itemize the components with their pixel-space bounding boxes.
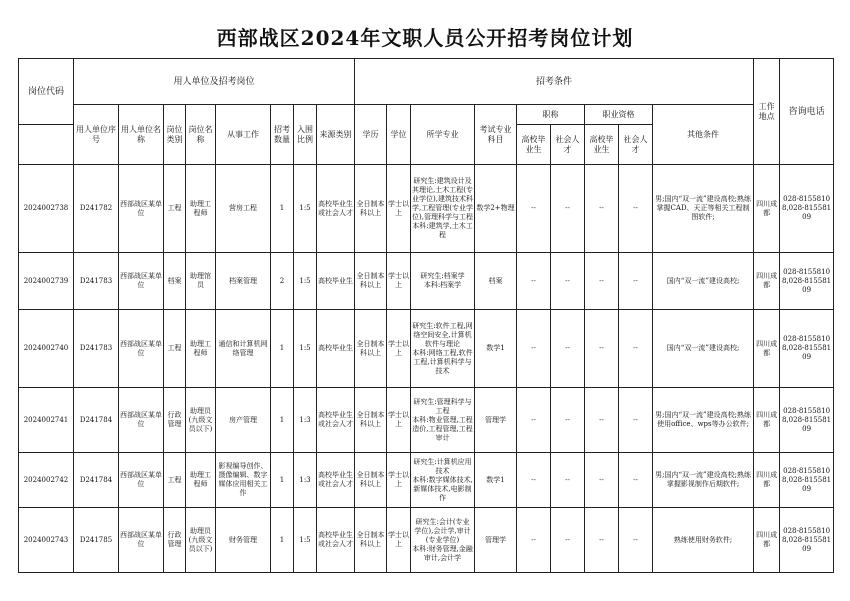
- row-unit-no: D241783: [74, 253, 119, 310]
- row-degree: 学士以上: [387, 453, 411, 508]
- row-ratio: 1:3: [294, 453, 317, 508]
- row-unit-name: 西部战区某单位: [119, 388, 164, 453]
- row-ratio: 1:3: [294, 388, 317, 453]
- row-code: 2024002740: [19, 310, 74, 388]
- row-title-social: --: [551, 310, 585, 388]
- row-unit-name: 西部战区某单位: [119, 310, 164, 388]
- header-unit-group: 用人单位及招考岗位: [74, 59, 355, 105]
- row-count: 1: [271, 165, 294, 253]
- header-phone: 咨询电话: [780, 59, 834, 165]
- row-exam: 档案: [475, 253, 517, 310]
- header-ratio: 入围比例: [294, 105, 317, 165]
- row-unit-no: D241783: [74, 310, 119, 388]
- header-qual-grad: 高校毕业生: [585, 125, 619, 165]
- row-title-grad: --: [517, 388, 551, 453]
- row-code: 2024002738: [19, 165, 74, 253]
- row-major: 研究生:会计(专业学位),会计学,审计(专业学位) 本科:财务管理,金融审计,会计学: [411, 508, 475, 573]
- row-unit-name: 西部战区某单位: [119, 508, 164, 573]
- header-title-grad: 高校毕业生: [517, 125, 551, 165]
- header-degree: 学位: [387, 105, 411, 165]
- row-source: 高校毕业生或社会人才: [317, 165, 355, 253]
- row-work: 影视编导创作、摄像编辑、数字媒体应用相关工作: [216, 453, 271, 508]
- header-major: 所学专业: [411, 105, 475, 165]
- row-major: 研究生:建筑设计及其理论,土木工程(专业学位),建筑技术科学,工程管理(专业学位),管理科学与工程 本科:建筑学,土木工程: [411, 165, 475, 253]
- row-qual-social: --: [619, 388, 653, 453]
- row-pos-type: 工程: [164, 310, 186, 388]
- row-phone: 028-81558108,028-81558109: [780, 508, 834, 573]
- row-ratio: 1:5: [294, 508, 317, 573]
- row-count: 1: [271, 310, 294, 388]
- row-edu: 全日制本科以上: [355, 388, 387, 453]
- header-pos-name: 岗位名称: [186, 105, 216, 165]
- header-work: 从事工作: [216, 105, 271, 165]
- row-degree: 学士以上: [387, 310, 411, 388]
- row-pos-name: 助理员(九级文员以下): [186, 508, 216, 573]
- row-degree: 学士以上: [387, 508, 411, 573]
- row-source: 高校毕业生: [317, 253, 355, 310]
- row-qual-social: --: [619, 253, 653, 310]
- row-workplace: 四川成都: [754, 165, 780, 253]
- row-work: 财务管理: [216, 508, 271, 573]
- row-title-social: --: [551, 165, 585, 253]
- row-pos-name: 助理馆员: [186, 253, 216, 310]
- row-qual-grad: --: [585, 310, 619, 388]
- row-code: 2024002743: [19, 508, 74, 573]
- row-qual-social: --: [619, 508, 653, 573]
- row-other: 熟练使用财务软件;: [653, 508, 754, 573]
- row-pos-type: 工程: [164, 453, 186, 508]
- row-title-grad: --: [517, 453, 551, 508]
- row-edu: 全日制本科以上: [355, 508, 387, 573]
- row-pos-type: 行政管理: [164, 388, 186, 453]
- recruitment-table: [18, 58, 834, 573]
- row-code: 2024002741: [19, 388, 74, 453]
- row-other: 男;国内“双一流”建设高校;熟练掌握影视制作后期软件;: [653, 453, 754, 508]
- row-count: 1: [271, 508, 294, 573]
- row-pos-name: 助理工程师: [186, 310, 216, 388]
- row-unit-no: D241784: [74, 388, 119, 453]
- row-exam: 数学2+物理: [475, 165, 517, 253]
- row-major: 研究生:计算机应用技术 本科:数字媒体技术,新媒体技术,电影制作: [411, 453, 475, 508]
- row-unit-no: D241784: [74, 453, 119, 508]
- row-work: 营房工程: [216, 165, 271, 253]
- row-exam: 管理学: [475, 508, 517, 573]
- row-pos-type: 工程: [164, 165, 186, 253]
- row-qual-grad: --: [585, 453, 619, 508]
- row-phone: 028-81558108,028-81558109: [780, 253, 834, 310]
- row-qual-grad: --: [585, 165, 619, 253]
- row-edu: 全日制本科以上: [355, 453, 387, 508]
- row-ratio: 1:5: [294, 253, 317, 310]
- row-title-social: --: [551, 253, 585, 310]
- table-body: [19, 165, 834, 573]
- row-code: 2024002739: [19, 253, 74, 310]
- row-edu: 全日制本科以上: [355, 253, 387, 310]
- header-title-group: 职称: [517, 105, 585, 125]
- row-pos-name: 助理员(九级文员以下): [186, 388, 216, 453]
- row-workplace: 四川成都: [754, 253, 780, 310]
- row-qual-social: --: [619, 310, 653, 388]
- row-unit-name: 西部战区某单位: [119, 165, 164, 253]
- row-title-grad: --: [517, 253, 551, 310]
- row-major: 研究生:档案学 本科:档案学: [411, 253, 475, 310]
- row-phone: 028-81558108,028-81558109: [780, 453, 834, 508]
- row-other: 男;国内“双一流”建设高校;熟练使用office、wps等办公软件;: [653, 388, 754, 453]
- row-title-grad: --: [517, 165, 551, 253]
- row-exam: 数学1: [475, 310, 517, 388]
- header-unit-name: 用人单位名称: [119, 105, 164, 165]
- header-qual-social: 社会人才: [619, 125, 653, 165]
- row-workplace: 四川成都: [754, 453, 780, 508]
- row-source: 高校毕业生或社会人才: [317, 388, 355, 453]
- row-qual-social: --: [619, 453, 653, 508]
- row-major: 研究生:管理科学与工程 本科:物业管理,工程造价,工程管理,工程审计: [411, 388, 475, 453]
- row-count: 1: [271, 388, 294, 453]
- header-qual-group: 职业资格: [585, 105, 653, 125]
- row-phone: 028-81558108,028-81558109: [780, 388, 834, 453]
- row-unit-name: 西部战区某单位: [119, 453, 164, 508]
- row-exam: 管理学: [475, 388, 517, 453]
- row-pos-name: 助理工程师: [186, 165, 216, 253]
- row-ratio: 1:5: [294, 310, 317, 388]
- row-qual-grad: --: [585, 253, 619, 310]
- row-work: 档案管理: [216, 253, 271, 310]
- row-title-grad: --: [517, 508, 551, 573]
- row-qual-grad: --: [585, 508, 619, 573]
- row-work: 通信和计算机网络管理: [216, 310, 271, 388]
- row-ratio: 1:5: [294, 165, 317, 253]
- header-exam: 考试专业科目: [475, 105, 517, 165]
- row-source: 高校毕业生: [317, 310, 355, 388]
- row-degree: 学士以上: [387, 165, 411, 253]
- row-qual-grad: --: [585, 388, 619, 453]
- row-title-social: --: [551, 388, 585, 453]
- header-workplace: 工作地点: [754, 59, 780, 165]
- header-pos-type: 岗位类别: [164, 105, 186, 165]
- row-work: 房产管理: [216, 388, 271, 453]
- row-edu: 全日制本科以上: [355, 310, 387, 388]
- header-edu: 学历: [355, 105, 387, 165]
- row-pos-type: 档案: [164, 253, 186, 310]
- row-title-grad: --: [517, 310, 551, 388]
- row-unit-no: D241785: [74, 508, 119, 573]
- row-count: 2: [271, 253, 294, 310]
- header-unit-no: 用人单位序号: [74, 105, 119, 165]
- row-exam: 数学1: [475, 453, 517, 508]
- row-pos-type: 行政管理: [164, 508, 186, 573]
- row-other: 国内“双一流”建设高校;: [653, 253, 754, 310]
- row-other: 男;国内“双一流”建设高校;熟练掌握CAD、天正等相关工程制图软件;: [653, 165, 754, 253]
- header-title-social: 社会人才: [551, 125, 585, 165]
- header-code: 岗位代码: [19, 59, 74, 125]
- row-workplace: 四川成都: [754, 508, 780, 573]
- row-source: 高校毕业生或社会人才: [317, 453, 355, 508]
- row-degree: 学士以上: [387, 388, 411, 453]
- row-title-social: --: [551, 453, 585, 508]
- row-unit-no: D241782: [74, 165, 119, 253]
- row-pos-name: 助理工程师: [186, 453, 216, 508]
- row-code: 2024002742: [19, 453, 74, 508]
- header-code-spacer: [19, 125, 74, 165]
- header-source: 来源类别: [317, 105, 355, 165]
- row-workplace: 四川成都: [754, 388, 780, 453]
- row-count: 1: [271, 453, 294, 508]
- header-count: 招考数量: [271, 105, 294, 165]
- row-degree: 学士以上: [387, 253, 411, 310]
- row-title-social: --: [551, 508, 585, 573]
- header-other: 其他条件: [653, 105, 754, 165]
- row-source: 高校毕业生或社会人才: [317, 508, 355, 573]
- row-major: 研究生:软件工程,网络空间安全,计算机软件与理论 本科:网络工程,软件工程,计算机科学与技术: [411, 310, 475, 388]
- row-edu: 全日制本科以上: [355, 165, 387, 253]
- row-workplace: 四川成都: [754, 310, 780, 388]
- header-conditions-group: 招考条件: [355, 59, 754, 105]
- page-title: 西部战区2024年文职人员公开招考岗位计划: [216, 26, 634, 50]
- row-phone: 028-81558108,028-81558109: [780, 310, 834, 388]
- row-qual-social: --: [619, 165, 653, 253]
- row-other: 国内“双一流”建设高校;: [653, 310, 754, 388]
- row-unit-name: 西部战区某单位: [119, 253, 164, 310]
- row-phone: 028-81558108,028-81558109: [780, 165, 834, 253]
